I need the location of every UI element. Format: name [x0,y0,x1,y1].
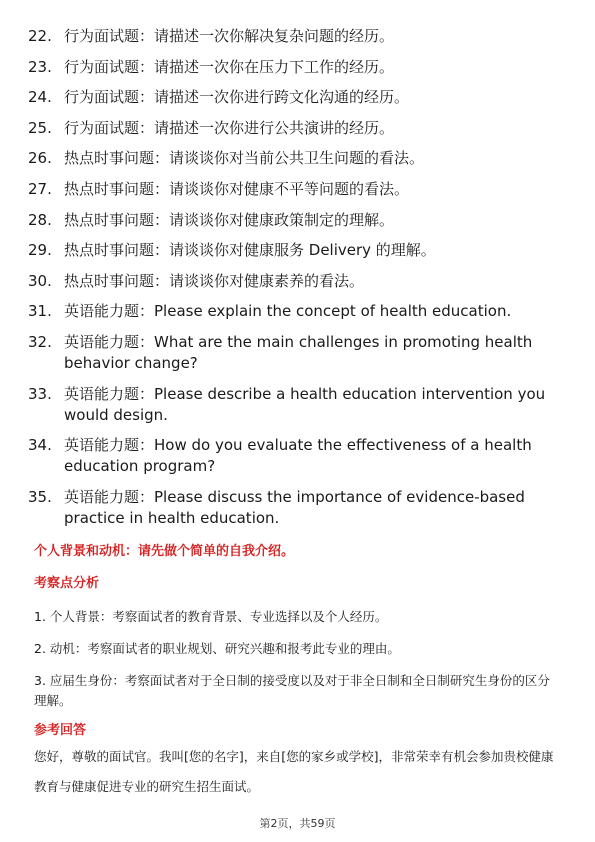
question-item [28,487,558,529]
question-text: 热点时事问题：请谈谈你对健康服务 Delivery 的理解。 [64,241,436,260]
question-list [28,26,558,538]
question-text: 英语能力题：Please explain the concept of health education. [64,302,512,321]
analysis-block [34,575,559,711]
question-number: 24. [28,88,52,107]
question-text: 英语能力题：How do you evaluate the effectiveness of a health education program? [64,436,532,476]
reference-answer: 您好，尊敬的面试官。我叫[您的名字]，来自[您的家乡或学校]，非常荣幸有机会参加贵校健康教育与健康促进专业的研究生招生面试。 [34,749,554,794]
question-text: 行为面试题：请描述一次你解决复杂问题的经历。 [64,27,395,45]
question-text: 热点时事问题：请谈谈你对健康不平等问题的看法。 [64,179,410,198]
question-text: 热点时事问题：请谈谈你对健康素养的看法。 [64,271,365,290]
question-number: 28. [28,210,52,229]
question-item [28,240,558,261]
question-item [28,301,558,322]
question-item [28,87,558,108]
question-text: 行为面试题：请描述一次你进行跨文化沟通的经历。 [64,88,410,107]
question-number: 26. [28,149,52,168]
page-footer: 第2页，共59页 [259,817,336,830]
question-number: 22. [28,27,52,45]
question-item [28,118,558,139]
question-item [28,26,558,47]
question-text: 热点时事问题：请谈谈你对健康政策制定的理解。 [64,210,395,229]
analysis-point: 2. 动机：考察面试者的职业规划、研究兴趣和报考此专业的理由。 [34,641,400,656]
question-number: 23. [28,57,52,76]
analysis-point: 1. 个人背景：考察面试者的教育背景、专业选择以及个人经历。 [34,609,388,624]
analysis-heading: 考察点分析 [34,576,100,591]
question-item [28,179,558,200]
question-text: 英语能力题：Please discuss the importance of evidence-based practice in health education. [64,487,525,527]
reference-heading: 参考回答 [34,723,87,738]
question-number: 34. [28,436,52,455]
question-number: 33. [28,384,52,403]
question-item [28,271,558,292]
question-number: 30. [28,271,52,290]
question-text: 行为面试题：请描述一次你在压力下工作的经历。 [64,57,395,76]
question-item [28,435,558,477]
question-item [28,148,558,169]
question-text: 英语能力题：Please describe a health education intervention you would design. [64,384,546,424]
question-number: 25. [28,118,52,137]
section-title: 个人背景和动机：请先做个简单的自我介绍。 [34,544,295,559]
reference-block [34,722,559,802]
question-number: 35. [28,487,52,506]
question-number: 31. [28,302,52,321]
question-item [28,210,558,231]
question-item [28,57,558,78]
question-text: 行为面试题：请描述一次你进行公共演讲的经历。 [64,118,395,137]
question-number: 27. [28,179,52,198]
question-number: 32. [28,332,52,351]
question-text: 英语能力题：What are the main challenges in promoting health behavior change? [64,332,533,372]
analysis-point: 3. 应届生身份：考察面试者对于全日制的接受度以及对于非全日制和全日制研究生身份的区分理解。 [34,673,550,708]
question-text: 热点时事问题：请谈谈你对当前公共卫生问题的看法。 [64,149,425,168]
question-number: 29. [28,241,52,260]
question-item [28,332,558,374]
section-title-block [34,543,559,561]
question-item [28,384,558,426]
